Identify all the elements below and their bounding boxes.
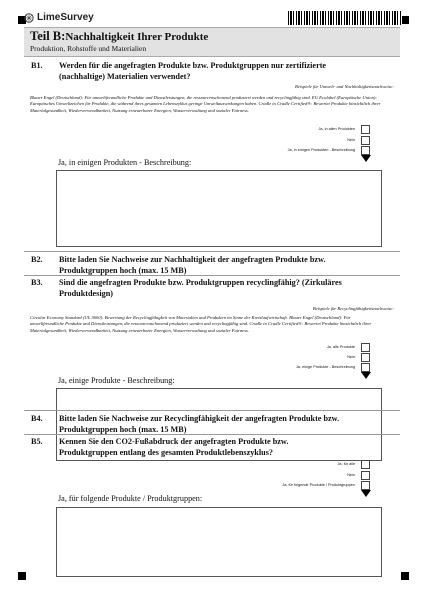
option-checkbox-some[interactable] [361,146,370,155]
option-checkbox-no[interactable] [361,471,370,480]
description-field-label: Ja, in einigen Produkten - Beschreibung: [58,158,192,167]
question-description: Blauer Engel (Deutschland): Für umweltfreundliche Produkte und Dienstleistungen, die ressourcenschonend produziert werden und recyclingfähig sind. EU Ecolabel (Europäische Union): Europäisches Umweltzeichen für Produkte, die während ihres gesamten Lebenszyklus geringe Umweltauswirkungen haben. Cradle to Cradle Certified®: Bewertet Produkte hinsichtlich ihrer Materialgesundheit, Wiederverwendbarkeit, Nutzung erneuerbarer Energien, Wasserverwaltung und sozialer Fairness. [30,95,381,113]
option-checkbox-no[interactable] [361,136,370,145]
arrow-down-icon [361,155,371,162]
logo-text: LimeSurvey [37,12,94,23]
question-text: Werden für die angefragten Produkte bzw. Produktgruppen nur zertifizierte (nachhaltige) Materialien verwendet? [59,61,327,81]
option-checkbox-all[interactable] [361,125,370,134]
question-description: Circular Economy Standard (UL 3600): Bewertung der Recyclingfähigkeit von Materialien und Produkten im Sinne der Kreislaufwirtschaft. Blauer Engel (Deutschland): Für umweltfreundliche Produkte und Dienstleistungen, die ressourcenschonend produziert werden und recyclingfähig sind. Cradle to Cradle Certified®: Bewertet Produkte hinsichtlich ihrer Materialgesundheit, Wiederverwendbarkeit, Nutzung erneuerbarer Energien, Wasserverwaltung und sozialer Fairness. [30,315,372,333]
option-label-some: Ja, in einigen Produkten - Beschreibung [287,148,355,152]
option-checkbox-no[interactable] [361,353,370,362]
option-label-no: Nein [347,473,355,477]
section-title: Teil B:Nachhaltigkeit Ihrer Produkte [30,29,209,43]
arrow-down-icon [361,372,371,379]
option-label-some: Ja, einige Produkte - Beschreibung [295,365,355,369]
question-number: B2. [31,255,43,264]
question-b1 [24,58,400,251]
section-header [24,27,400,57]
question-hint: Beispiele für Umwelt- und Nachhaltigkeitsnachweise: [294,84,394,89]
question-text: Bitte laden Sie Nachweise zur Nachhaltigkeit der angefragten Produkte bzw. Produktgruppen hoch (max. 15 MB) [59,255,326,275]
question-b4 [24,411,400,435]
option-label-all: Ja, alle Produkte [326,345,355,349]
registration-marker-bottom-right [401,572,409,580]
question-text: Bitte laden Sie Nachweise zur Recyclingfähigkeit der angefragten Produkte bzw. Produktgruppen hoch (max. 15 MB) [59,414,340,434]
option-checkbox-some[interactable] [361,363,370,372]
option-checkbox-all[interactable] [361,460,370,469]
registration-marker-top-right [401,16,409,24]
option-label-all: Ja, in allen Produkten [318,127,355,131]
lime-icon [24,13,34,23]
limesurvey-logo [24,12,94,23]
question-b3 [24,275,400,410]
description-field-label: Ja, für folgende Produkte / Produktgruppen: [58,494,203,503]
section-subtitle: Produktion, Rohstoffe und Materialien [30,44,147,53]
description-textarea[interactable] [56,170,382,247]
question-hint: Beispiele für Recyclingfähigkeitsnachweise: [312,306,394,311]
option-label-no: Nein [347,138,355,142]
question-number: B4. [31,414,43,423]
option-label-some: Ja, für folgende Produkte / Produktgruppen [282,483,355,487]
option-label-all: Ja, für alle [337,462,355,466]
question-number: B5. [31,437,43,446]
question-b5 [24,434,400,569]
question-text: Sind die angefragten Produkte bzw. Produktgruppen recyclingfähig? (Zirkuläres Produktdesign) [59,278,342,298]
barcode [288,11,402,25]
question-number: B1. [31,61,43,70]
question-number: B3. [31,278,43,287]
option-checkbox-all[interactable] [361,343,370,352]
description-field-label: Ja, einige Produkte - Beschreibung: [58,376,175,385]
option-checkbox-some[interactable] [361,481,370,490]
question-text: Kennen Sie den CO2-Fußabdruck der angefragten Produkte bzw. Produktgruppen entlang des gesamten Produktlebenszyklus? [59,437,289,457]
option-label-no: Nein [347,355,355,359]
arrow-down-icon [361,490,371,497]
registration-marker-bottom-left [18,572,26,580]
description-textarea[interactable] [56,507,382,577]
